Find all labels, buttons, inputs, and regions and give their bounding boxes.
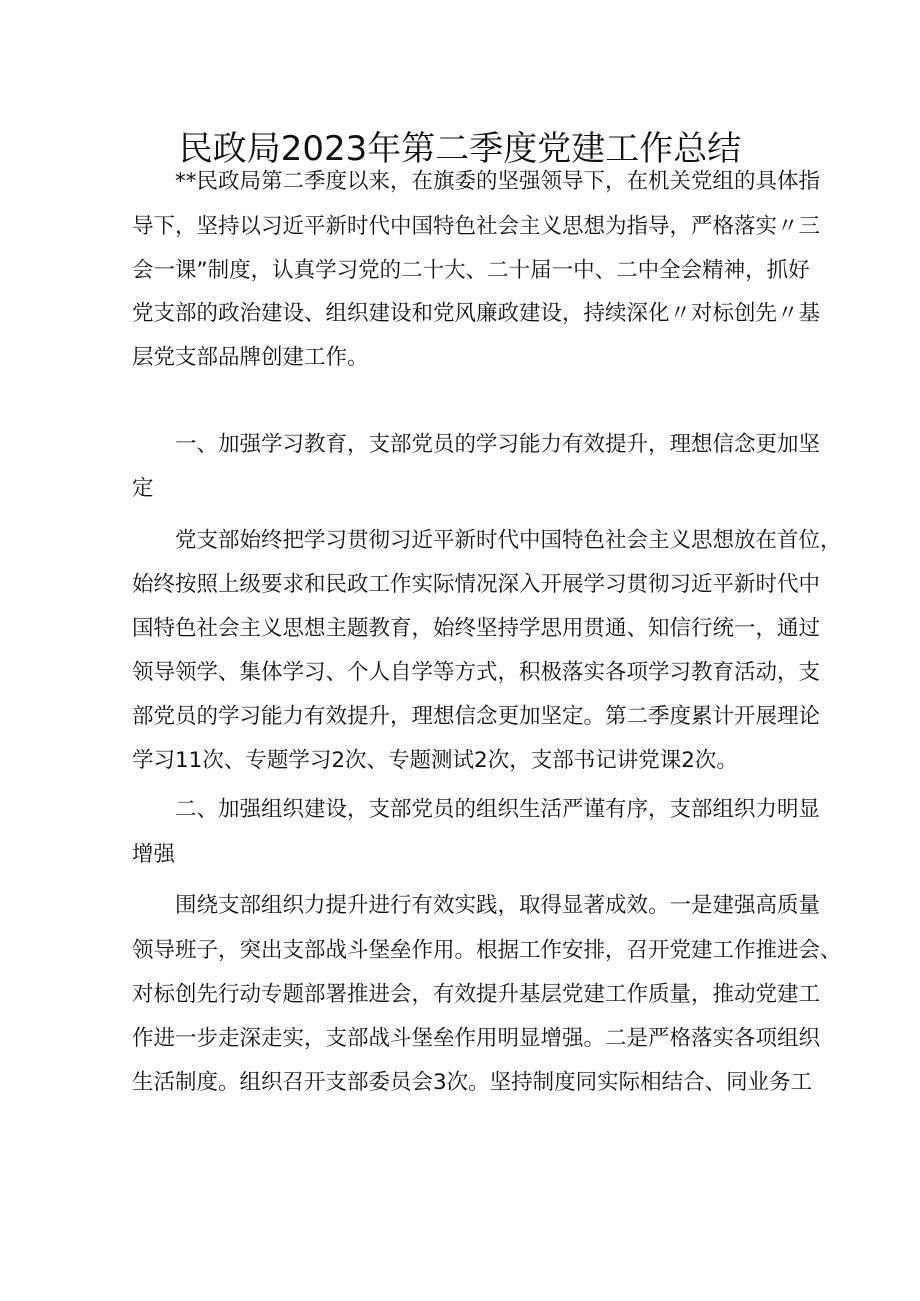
body-1-line-3: 国特色社会主义思想主题教育，始终坚持学思用贯通、知信行统一，通过: [132, 616, 821, 641]
intro-line-4: 党支部的政治建设、组织建设和党风廉政建设，持续深化〃对标创先〃基: [132, 301, 821, 326]
section-heading-2-line-2: 增强: [132, 842, 176, 867]
body-1-line-1: 党支部始终把学习贯彻习近平新时代中国特色社会主义思想放在首位，: [175, 528, 842, 553]
section-heading-2-line-1: 二、加强组织建设，支部党员的组织生活严谨有序，支部组织力明显: [175, 797, 821, 822]
intro-line-3: 会一课”制度，认真学习党的二十大、二十届一中、二中全会精神，抓好: [132, 258, 810, 283]
document-title: 民政局2023年第二季度党建工作总结: [178, 129, 742, 169]
body-1-line-4: 领导领学、集体学习、个人自学等方式，积极落实各项学习教育活动，支: [132, 660, 821, 685]
intro-line-5: 层党支部品牌创建工作。: [132, 345, 369, 370]
body-1-line-5: 部党员的学习能力有效提升，理想信念更加坚定。第二季度累计开展理论: [132, 704, 821, 729]
section-heading-1-line-2: 定: [132, 476, 154, 501]
body-1-line-2: 始终按照上级要求和民政工作实际情况深入开展学习贯彻习近平新时代中: [132, 572, 821, 597]
intro-line-2: 导下，坚持以习近平新时代中国特色社会主义思想为指导，严格落实〃三: [132, 214, 821, 239]
body-2-line-4: 作进一步走深走实，支部战斗堡垒作用明显增强。二是严格落实各项组织: [132, 1026, 821, 1051]
intro-line-1: **民政局第二季度以来，在旗委的坚强领导下，在机关党组的具体指: [175, 169, 821, 194]
body-2-line-1: 围绕支部组织力提升进行有效实践，取得显著成效。一是建强高质量: [175, 893, 821, 918]
body-1-line-6: 学习11次、专题学习2次、专题测试2次，支部书记讲党课2次。: [132, 748, 738, 773]
body-2-line-3: 对标创先行动专题部署推进会，有效提升基层党建工作质量，推动党建工: [132, 982, 821, 1007]
body-2-line-2: 领导班子，突出支部战斗堡垒作用。根据工作安排，召开党建工作推进会、: [132, 938, 842, 963]
section-heading-1-line-1: 一、加强学习教育，支部党员的学习能力有效提升，理想信念更加坚: [175, 432, 821, 457]
body-2-line-5: 生活制度。组织召开支部委员会3次。坚持制度同实际相结合、同业务工: [132, 1070, 813, 1095]
